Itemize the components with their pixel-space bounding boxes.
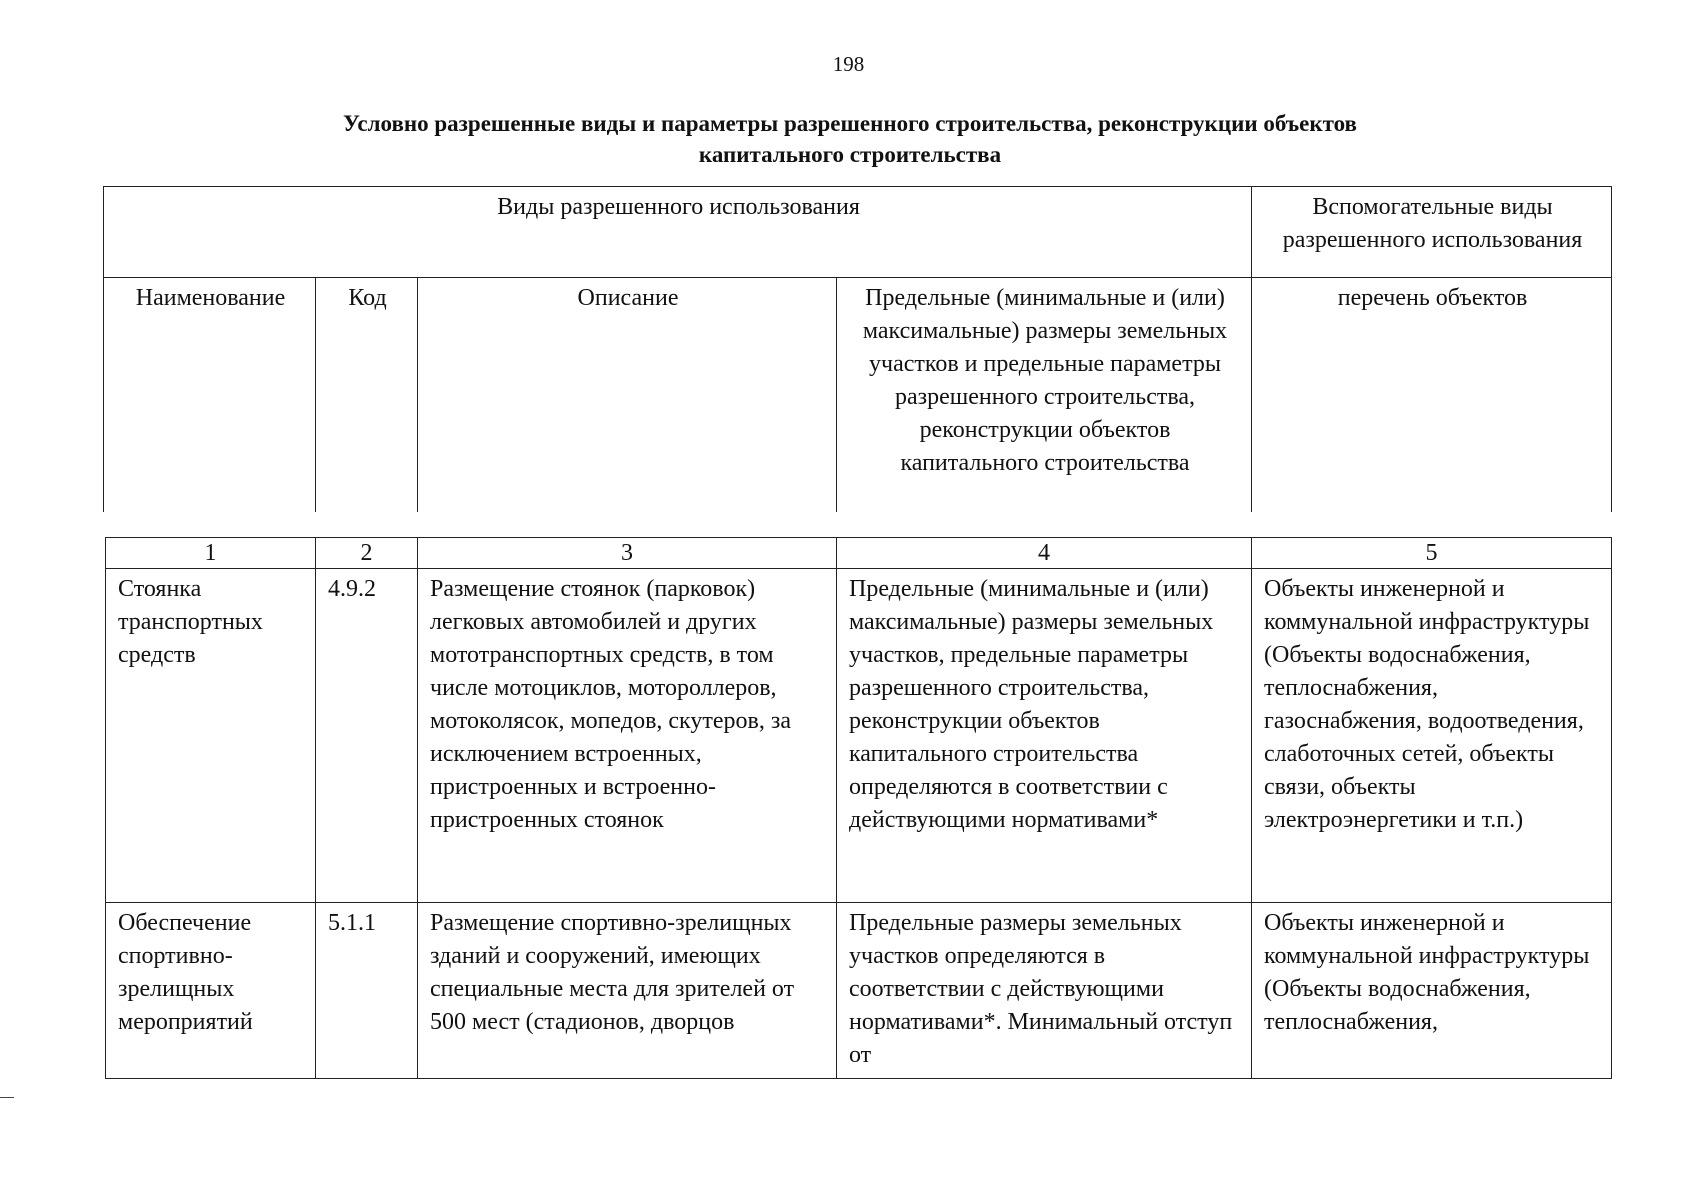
row-description: Размещение стоянок (парковок) легковых автомобилей и других мототранспортных средств, в том числе мотоциклов, мотороллеров, мотоколясок, мопедов, скутеров, за исключением встроенных, пристроенных и встроенно-пристроенных стоянок bbox=[418, 569, 837, 903]
row-aux: Объекты инженерной и коммунальной инфраструктуры (Объекты водоснабжения, теплоснабжения, газоснабжения, водоотведения, слаботочных сетей, объекты связи, объекты электроэнергетики и т.п.) bbox=[1252, 569, 1612, 903]
margin-mark bbox=[0, 1097, 14, 1098]
row-name: Стоянка транспортных средств bbox=[106, 569, 316, 903]
row-params: Предельные (минимальные и (или) максимальные) размеры земельных участков, предельные параметры разрешенного строительства, реконструкции объектов капитального строительства определяются в соответствии с действующими нормативами* bbox=[837, 569, 1252, 903]
header-col-aux: перечень объектов bbox=[1252, 278, 1612, 512]
row-aux: Объекты инженерной и коммунальной инфраструктуры (Объекты водоснабжения, теплоснабжения, bbox=[1252, 903, 1612, 1079]
column-number-5: 5 bbox=[1252, 538, 1612, 569]
row-name: Обеспечение спортивно-зрелищных мероприятий bbox=[106, 903, 316, 1079]
header-col-name: Наименование bbox=[104, 278, 316, 512]
page-number: 198 bbox=[832, 52, 865, 76]
header-group-main: Виды разрешенного использования bbox=[104, 187, 1252, 278]
header-col-code: Код bbox=[316, 278, 418, 512]
header-col-params: Предельные (минимальные и (или) максимальные) размеры земельных участков и предельные параметры разрешенного строительства, реконструкции объектов капитального строительства bbox=[837, 278, 1252, 512]
header-col-description: Описание bbox=[418, 278, 837, 512]
column-number-4: 4 bbox=[837, 538, 1252, 569]
data-table bbox=[105, 537, 1612, 1079]
row-code: 5.1.1 bbox=[316, 903, 418, 1079]
row-code: 4.9.2 bbox=[316, 569, 418, 903]
table-row bbox=[106, 569, 1612, 903]
header-table bbox=[103, 186, 1612, 512]
page-title bbox=[200, 108, 1500, 170]
title-line-1: Условно разрешенные виды и параметры разрешенного строительства, реконструкции объектов bbox=[343, 111, 1357, 136]
row-params: Предельные размеры земельных участков определяются в соответствии с действующими нормативами*. Минимальный отступ от bbox=[837, 903, 1252, 1079]
header-group-aux: Вспомогательные виды разрешенного использования bbox=[1252, 187, 1612, 278]
column-number-3: 3 bbox=[418, 538, 837, 569]
column-number-2: 2 bbox=[316, 538, 418, 569]
row-description: Размещение спортивно-зрелищных зданий и сооружений, имеющих специальные места для зрителей от 500 мест (стадионов, дворцов bbox=[418, 903, 837, 1079]
table-row bbox=[106, 903, 1612, 1079]
column-number-1: 1 bbox=[106, 538, 316, 569]
title-line-2: капитального строительства bbox=[698, 142, 1002, 167]
column-number-row bbox=[106, 538, 1612, 569]
